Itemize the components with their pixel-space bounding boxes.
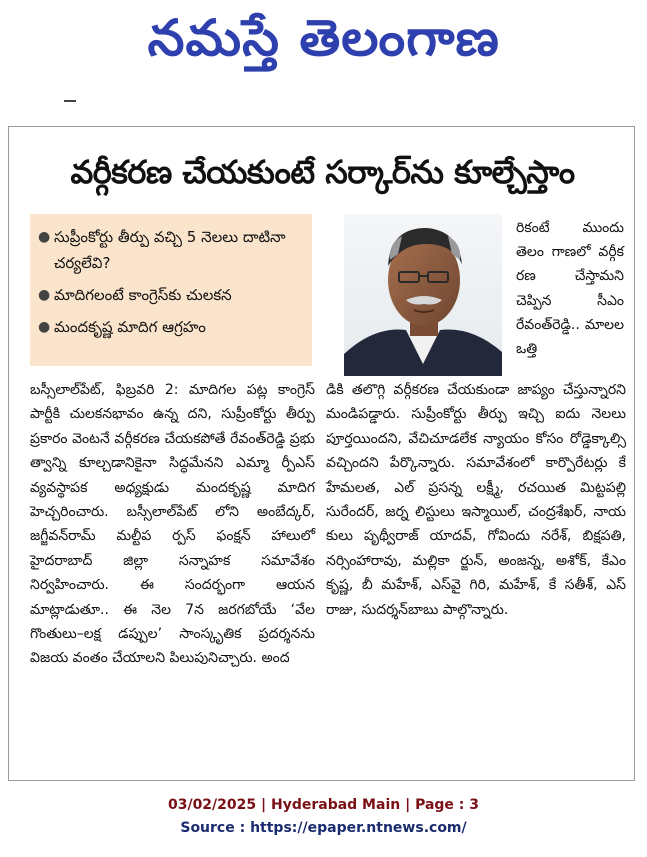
article-headline: వర్గీకరణ చేయకుంటే సర్కార్‌ను కూల్చేస్తాం xyxy=(70,153,575,191)
bullet-icon: ● xyxy=(38,319,51,335)
highlight-text: సుప్రీంకోర్టు తీర్పు వచ్చి 5 నెలలు దాటినా చర్యలేవి? xyxy=(54,228,286,272)
highlights-box xyxy=(30,214,312,366)
highlight-item xyxy=(38,282,306,308)
footer-source-link[interactable]: Source : https://epaper.ntnews.com/ xyxy=(180,820,467,836)
article-body-right: డికి తలొగ్గి వర్గీకరణ చేయకుండా జాప్యం చేస్తున్నారని మండిపడ్డారు. సుప్రీంకోర్టు తీర్పు ఇచ్చి ఐదు నెలలు పూర్తయిందని, వేచిచూడలేక న్యాయం కోసం రోడ్డెక్కాల్సి వచ్చిందని పేర్కొన్నారు. సమావేశంలో కార్పొరేటర్లు కే హేమలత, ఎల్‌ ప్రసన్న లక్ష్మీ, రచయిత మిట్టపల్లి సురేందర్‌, జర్న లిస్టులు ఇస్మాయిల్‌, చంద్రశేఖర్‌, నాయ కులు పృథ్వీరాజ్‌ యాదవ్‌, గోవిందు నరేశ్‌, బిక్షపతి, నర్సింహారావు, మల్లికా ర్జున్‌, అంజన్న, అశోక్‌, కేఎం కృష్ణ, బీ మహేశ్‌, ఎస్‌వై గిరి, మహేశ్‌, కే సతీశ్‌, ఎస్‌ రాజు, సుదర్శన్‌బాబు పాల్గొన్నారు. xyxy=(326,382,626,618)
highlight-text: మాదిగలంటే కాంగ్రెస్‌కు చులకన xyxy=(54,286,232,304)
divider-mark xyxy=(64,100,76,102)
portrait-photo xyxy=(344,214,502,376)
footer-date-page: 03/02/2025 | Hyderabad Main | Page : 3 xyxy=(167,797,480,813)
masthead-title: నమస్తే తెలంగాణ xyxy=(147,8,500,67)
portrait-illustration xyxy=(344,214,502,376)
bullet-icon: ● xyxy=(38,287,51,303)
article-body-left: బస్సీలాల్‌పేట్‌, ఫిబ్రవరి 2: మాదిగల పట్ల కాంగ్రెస్‌ పార్టీకి చులకనభావం ఉన్న దని, సుప్రీంకోర్టు తీర్పు ప్రకారం వెంటనే వర్గీకరణ చేయకపోతే రేవంత్‌రెడ్డి ప్రభు త్వాన్ని కూల్చడానికైనా సిద్ధమేనని ఎమ్మా ర్పీఎస్‌ వ్యవస్థాపక అధ్యక్షుడు మందకృష్ణ మాదిగ హెచ్చరించారు. బస్సీలాల్‌పేట్‌ లోని అంబేద్కర్‌, జగ్జీవన్‌రామ్‌ మల్టీప ర్పస్‌ ఫంక్షన్‌ హాలులో హైదరాబాద్‌ జిల్లా సన్నాహక సమావేశం నిర్వహించారు. ఈ సందర్భంగా ఆయన మాట్లాడుతూ.. ఈ నెల 7న జరగబోయే ‘వేల గొంతులు–లక్ష డప్పుల’ సాంస్కృతిక ప్రదర్శనను విజయ వంతం చేయాలని పిలుపునిచ్చారు. అంద xyxy=(30,382,315,667)
masthead xyxy=(0,0,647,88)
highlight-item xyxy=(38,314,306,340)
highlight-item xyxy=(38,224,306,276)
bullet-icon: ● xyxy=(38,229,51,245)
article-body-right-top: రికంటే ముందు తెలం గాణలో వర్గీక రణ చేస్తామని చెప్పిన సీఎం రేవంత్‌రెడ్డి.. మాలల ఒత్తి xyxy=(516,220,624,358)
highlight-text: మందకృష్ణ మాదిగ ఆగ్రహం xyxy=(54,318,206,336)
